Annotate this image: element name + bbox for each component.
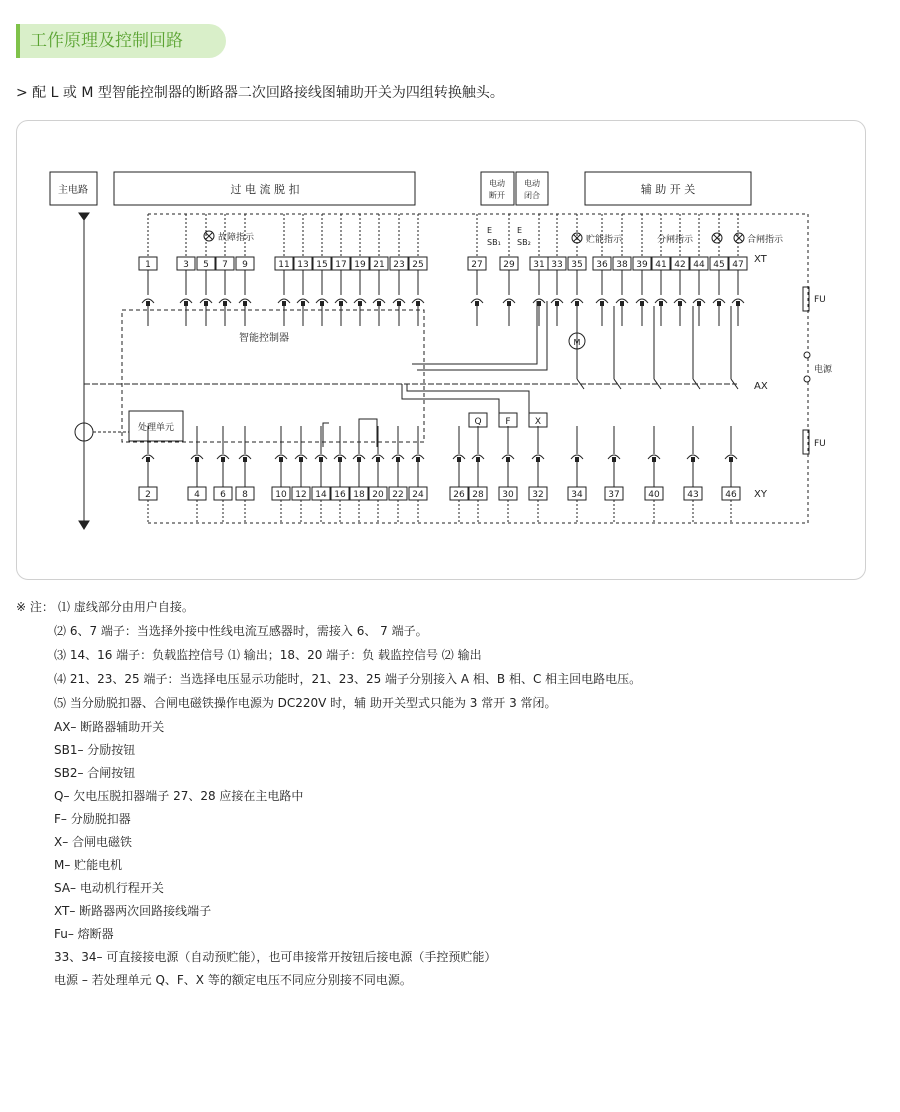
power-supply-label: 电源 <box>814 365 833 375</box>
note-item: SA– 电动机行程开关 <box>54 881 164 895</box>
top-pin <box>204 301 208 306</box>
auxiliary-switch-label: 辅 助 开 关 <box>640 183 696 196</box>
top-pin <box>600 301 604 306</box>
bottom-terminal-label: 40 <box>648 490 660 500</box>
bottom-terminal-label: 6 <box>220 490 226 500</box>
top-pin <box>243 301 247 306</box>
top-pin <box>507 301 511 306</box>
bottom-pin <box>457 457 461 462</box>
note-item: Q– 欠电压脱扣器端子 27、28 应接在主电路中 <box>54 789 304 803</box>
processing-unit-label: 处理单元 <box>137 423 175 433</box>
bottom-terminal-label: 22 <box>392 490 404 500</box>
bottom-terminal-label: 12 <box>295 490 307 500</box>
top-pin <box>575 301 579 306</box>
sb2-label: SB₂ <box>517 238 531 247</box>
top-terminal-label: 17 <box>335 260 347 270</box>
close-indicator-lamp <box>734 233 744 243</box>
bottom-terminal-label: 14 <box>315 490 327 500</box>
top-pin <box>320 301 324 306</box>
top-terminal-label: 36 <box>596 260 608 270</box>
diagram-subtitle: > 配 L 或 M 型智能控制器的断路器二次回路接线图辅助开关为四组转换触头。 <box>16 85 504 101</box>
bottom-pin <box>146 457 150 462</box>
sb1-label: SB₁ <box>487 238 501 247</box>
top-pin <box>282 301 286 306</box>
top-pin <box>358 301 362 306</box>
note-item: ⑷ 21、23、25 端子：当选择电压显示功能时，21、23、25 端子分别接入 A 相、B 相、C 相主回电路电压。 <box>54 672 642 686</box>
top-terminal-label: 9 <box>242 260 248 270</box>
bottom-pin <box>195 457 199 462</box>
top-pin <box>555 301 559 306</box>
note-item: AX– 断路器辅助开关 <box>54 720 165 734</box>
bottom-terminal-label: 34 <box>571 490 583 500</box>
top-terminal-label: 39 <box>636 260 648 270</box>
wiring-diagram-frame <box>16 120 866 580</box>
top-pin <box>184 301 188 306</box>
main-circuit-label: 主电路 <box>58 185 88 196</box>
motor-close-label-2: 闭合 <box>524 191 540 200</box>
bottom-terminal-label: 8 <box>242 490 248 500</box>
bottom-terminal-label: 4 <box>194 490 200 500</box>
close-indicator-label: 合闸指示 <box>747 235 784 245</box>
top-pin <box>537 301 541 306</box>
motor-close-box <box>516 172 548 205</box>
top-pin <box>697 301 701 306</box>
top-terminal-label: 33 <box>551 260 563 270</box>
top-pin <box>678 301 682 306</box>
fault-indicator-label: 故障指示 <box>218 233 255 243</box>
smart-controller-label: 智能控制器 <box>239 333 289 344</box>
bottom-terminal-label: 30 <box>502 490 514 500</box>
top-terminal-label: 38 <box>616 260 628 270</box>
note-item: ⑵ 6、7 端子：当选择外接中性线电流互感器时，需接入 6、 7 端子。 <box>54 624 428 638</box>
top-pin <box>640 301 644 306</box>
note-item: ⑸ 当分励脱扣器、合闸电磁铁操作电源为 DC220V 时，辅 助开关型式只能为 3 常开 3 常闭。 <box>54 696 557 710</box>
section-title: 工作原理及控制回路 <box>16 24 226 58</box>
bottom-pin <box>376 457 380 462</box>
bottom-terminal-label: 43 <box>687 490 699 500</box>
note-item: ⑴ 虚线部分由用户自接。 <box>58 600 194 614</box>
x-label: X <box>534 417 542 427</box>
top-pin <box>146 301 150 306</box>
note-item: SB2– 合闸按钮 <box>54 766 136 780</box>
bottom-terminal-label: 20 <box>372 490 384 500</box>
bottom-terminal-label: 28 <box>472 490 484 500</box>
bottom-pin <box>575 457 579 462</box>
bottom-pin <box>729 457 733 462</box>
top-pin <box>301 301 305 306</box>
top-terminal-label: 15 <box>316 260 328 270</box>
top-terminal-label: 21 <box>373 260 385 270</box>
top-pin <box>736 301 740 306</box>
top-terminal-label: 25 <box>412 260 424 270</box>
q-label: Q <box>474 417 482 427</box>
bottom-pin <box>652 457 656 462</box>
overcurrent-release-label: 过 电 流 脱 扣 <box>230 183 300 196</box>
note-item: SB1– 分励按钮 <box>54 743 136 757</box>
note-item: 33、34– 可直接接电源（自动预贮能），也可串接常开按钮后接电源（手控预贮能） <box>54 950 497 964</box>
top-terminal-label: 23 <box>393 260 405 270</box>
top-terminal-label: 7 <box>222 260 228 270</box>
bottom-pin <box>299 457 303 462</box>
open-indicator-label: 分闸指示 <box>657 235 694 245</box>
bottom-pin <box>221 457 225 462</box>
wiring-diagram <box>17 121 867 581</box>
bottom-pin <box>279 457 283 462</box>
motor-open-label-2: 断开 <box>489 191 505 200</box>
bottom-pin <box>396 457 400 462</box>
note-item: F– 分励脱扣器 <box>54 812 131 826</box>
ax-label: AX <box>754 381 768 392</box>
fu-bottom-label: FU <box>814 439 826 449</box>
bottom-pin <box>357 457 361 462</box>
top-terminal-label: 35 <box>571 260 583 270</box>
note-item: M– 贮能电机 <box>54 858 123 872</box>
note-item: X– 合闸电磁铁 <box>54 835 133 849</box>
bottom-terminal-label: 37 <box>608 490 620 500</box>
top-pin <box>397 301 401 306</box>
top-terminal-label: 19 <box>354 260 366 270</box>
note-item: Fu– 熔断器 <box>54 927 114 941</box>
bottom-pin <box>476 457 480 462</box>
bottom-terminal-label: 32 <box>532 490 544 500</box>
energy-storage-label: 贮能指示 <box>586 235 623 245</box>
fu-top-label: FU <box>814 295 826 305</box>
note-item: 电源 – 若处理单元 Q、F、X 等的额定电压不同应分别接不同电源。 <box>54 973 412 987</box>
top-pin <box>377 301 381 306</box>
xt-label: XT <box>754 254 767 265</box>
top-pin <box>620 301 624 306</box>
bottom-pin <box>536 457 540 462</box>
open-indicator-lamp <box>712 233 722 243</box>
motor-label: M <box>573 338 581 347</box>
sb1-e-label: E <box>487 226 493 235</box>
top-pin <box>475 301 479 306</box>
top-pin <box>659 301 663 306</box>
top-pin <box>223 301 227 306</box>
bottom-terminal-label: 10 <box>275 490 287 500</box>
note-item: XT– 断路器两次回路接线端子 <box>54 904 212 918</box>
bottom-pin <box>338 457 342 462</box>
bottom-pin <box>416 457 420 462</box>
bottom-terminal-label: 26 <box>453 490 465 500</box>
bottom-pin <box>612 457 616 462</box>
top-terminal-label: 29 <box>503 260 515 270</box>
bottom-terminal-label: 18 <box>353 490 365 500</box>
motor-open-box <box>481 172 514 205</box>
bottom-pin <box>506 457 510 462</box>
top-terminal-label: 5 <box>203 260 209 270</box>
top-terminal-label: 27 <box>471 260 483 270</box>
top-terminal-label: 41 <box>655 260 667 270</box>
bottom-terminal-label: 16 <box>334 490 346 500</box>
top-terminal-label: 47 <box>732 260 744 270</box>
f-label: F <box>505 417 511 427</box>
bottom-pin <box>243 457 247 462</box>
bottom-pin <box>691 457 695 462</box>
top-pin <box>717 301 721 306</box>
note-item: ⑶ 14、16 端子：负载监控信号 ⑴ 输出；18、20 端子：负 载监控信号 ⑵ 输出 <box>54 648 482 662</box>
top-terminal-label: 13 <box>297 260 309 270</box>
top-terminal-label: 42 <box>674 260 686 270</box>
bottom-terminal-label: 46 <box>725 490 737 500</box>
xy-label: XY <box>754 489 767 500</box>
notes-prefix: ※ 注： <box>16 600 54 614</box>
top-terminal-label: 31 <box>533 260 545 270</box>
top-terminal-label: 44 <box>693 260 705 270</box>
bottom-terminal-label: 2 <box>145 490 151 500</box>
sb2-e-label: E <box>517 226 523 235</box>
top-pin <box>339 301 343 306</box>
motor-open-label-1: 电动 <box>489 179 505 188</box>
top-terminal-label: 11 <box>278 260 290 270</box>
bottom-terminal-label: 24 <box>412 490 424 500</box>
bottom-pin <box>319 457 323 462</box>
motor-close-label-1: 电动 <box>524 179 540 188</box>
top-pin <box>416 301 420 306</box>
top-terminal-label: 3 <box>183 260 189 270</box>
top-terminal-label: 45 <box>713 260 725 270</box>
top-terminal-label: 1 <box>145 260 151 270</box>
